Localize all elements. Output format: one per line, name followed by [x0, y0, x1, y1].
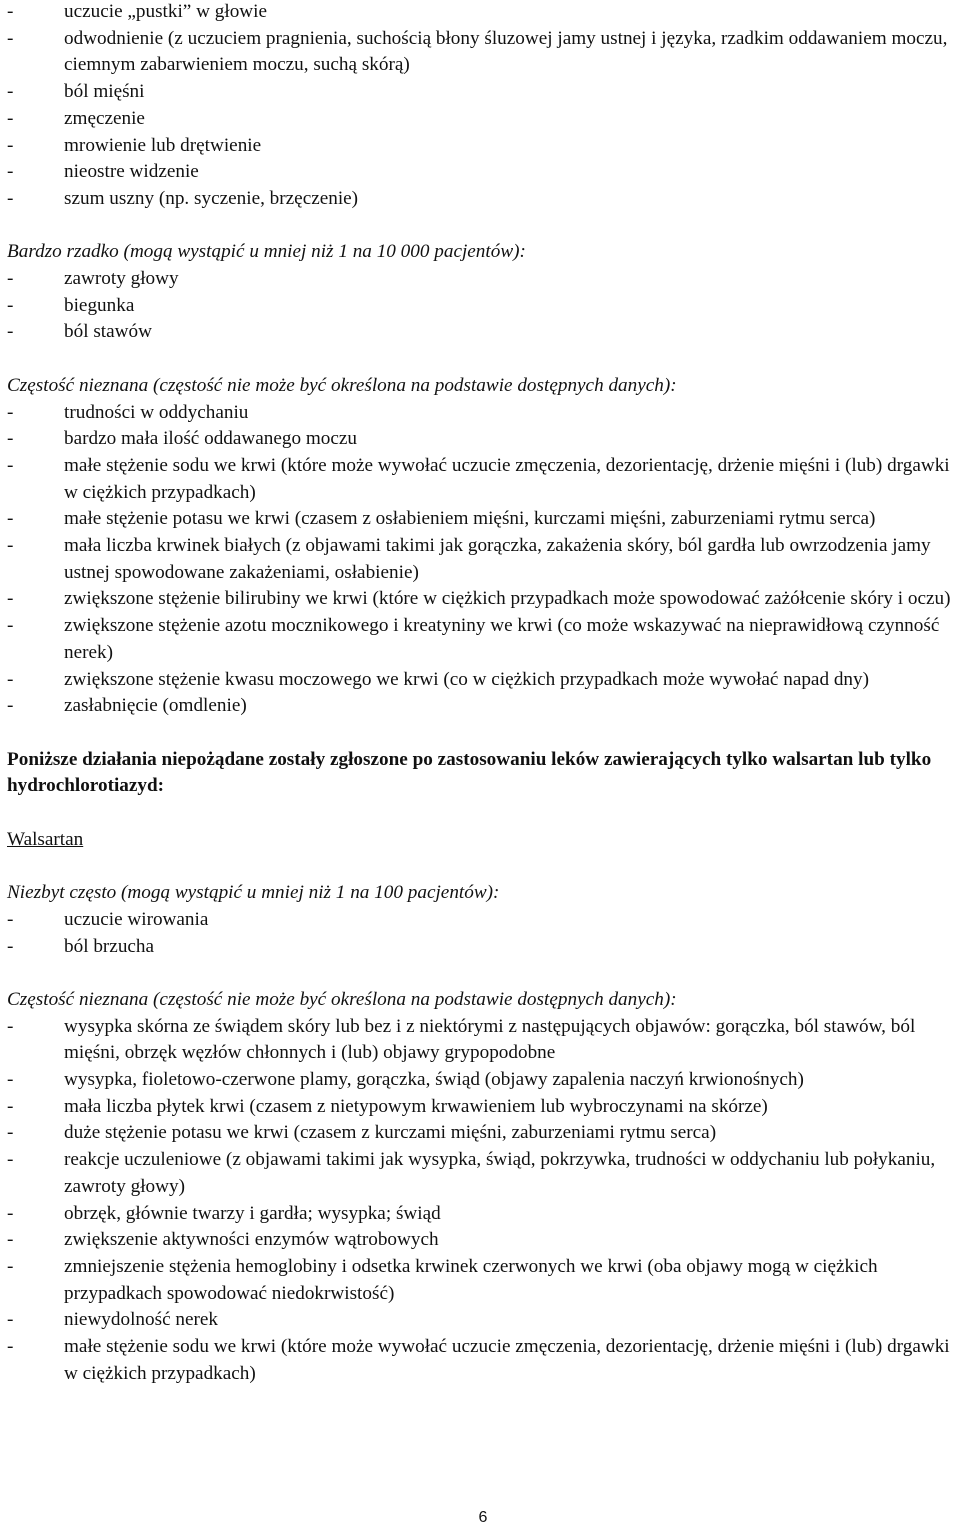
- frequency-unknown-list: [7, 400, 957, 720]
- list-item: - zwiększone stężenie bilirubiny we krwi (które w ciężkich przypadkach może spowodować zażółcenie skóry i oczu): [7, 586, 957, 613]
- list-item: - ból stawów: [7, 319, 957, 346]
- list-item: - wysypka skórna ze świądem skóry lub bez i z niektórymi z następujących objawów: gorączka, ból stawów, ból mięśni, obrzęk węzłów chłonnych i (lub) objawy grypopodobne: [7, 1014, 957, 1067]
- very-rare-heading: Bardzo rzadko (mogą wystąpić u mniej niż 1 na 10 000 pacjentów):: [7, 241, 526, 263]
- list-item: - obrzęk, głównie twarzy i gardła; wysypka; świąd: [7, 1201, 957, 1228]
- list-item: - odwodnienie (z uczuciem pragnienia, suchością błony śluzowej jamy ustnej i języka, rzadkim oddawaniem moczu, ciemnym zabarwieniem moczu, suchą skórą): [7, 26, 957, 79]
- walsartan-frequency-unknown-list: [7, 1014, 957, 1388]
- list-item: - nieostre widzenie: [7, 159, 957, 186]
- list-item: - małe stężenie sodu we krwi (które może wywołać uczucie zmęczenia, dezorientację, drżenie mięśni i (lub) drgawki w ciężkich przypadkach): [7, 453, 957, 506]
- list-item: - zwiększone stężenie azotu mocznikowego i kreatyniny we krwi (co może wskazywać na nieprawidłową czynność nerek): [7, 613, 957, 666]
- list-item: - trudności w oddychaniu: [7, 400, 957, 427]
- frequency-unknown-heading: Częstość nieznana (częstość nie może być określona na podstawie dostępnych danych):: [7, 374, 677, 396]
- symptom-list-top: [7, 0, 957, 213]
- list-item: - uczucie „pustki” w głowie: [7, 0, 957, 26]
- uncommon-heading: Niezbyt często (mogą wystąpić u mniej niż 1 na 100 pacjentów):: [7, 882, 500, 904]
- list-item: - mała liczba płytek krwi (czasem z nietypowym krwawieniem lub wybroczynami na skórze): [7, 1094, 957, 1121]
- list-item: - mała liczba krwinek białych (z objawami takimi jak gorączka, zakażenia skóry, ból gardła lub owrzodzenia jamy ustnej spowodowane zakażeniami, osłabienie): [7, 533, 957, 586]
- list-item: - uczucie wirowania: [7, 907, 957, 934]
- list-item: - mrowienie lub drętwienie: [7, 133, 957, 160]
- page-number: 6: [478, 1509, 488, 1526]
- list-item: - zawroty głowy: [7, 266, 957, 293]
- list-item: - zasłabnięcie (omdlenie): [7, 693, 957, 720]
- walsartan-frequency-unknown-heading: Częstość nieznana (częstość nie może być określona na podstawie dostępnych danych):: [7, 988, 677, 1010]
- very-rare-list: [7, 266, 957, 346]
- list-item: - ból brzucha: [7, 934, 957, 961]
- list-item: - szum uszny (np. syczenie, brzęczenie): [7, 186, 957, 213]
- list-item: - małe stężenie sodu we krwi (które może wywołać uczucie zmęczenia, dezorientację, drżenie mięśni i (lub) drgawki w ciężkich przypadkach): [7, 1334, 957, 1387]
- section-intro-paragraph: Poniższe działania niepożądane zostały zgłoszone po zastosowaniu leków zawierających tylko walsartan lub tylko hydrochlorotiazyd:: [7, 748, 932, 797]
- list-item: - małe stężenie potasu we krwi (czasem z osłabieniem mięśni, kurczami mięśni, zaburzeniami rytmu serca): [7, 506, 957, 533]
- list-item: - biegunka: [7, 293, 957, 320]
- document-page: [7, 0, 957, 1387]
- list-item: - zmęczenie: [7, 106, 957, 133]
- list-item: - niewydolność nerek: [7, 1307, 957, 1334]
- list-item: - zwiększenie aktywności enzymów wątrobowych: [7, 1227, 957, 1254]
- list-item: - zmniejszenie stężenia hemoglobiny i odsetka krwinek czerwonych we krwi (oba objawy mogą w ciężkich przypadkach spowodować niedokrwistość): [7, 1254, 957, 1307]
- walsartan-section-title: Walsartan: [7, 828, 84, 850]
- list-item: - ból mięśni: [7, 79, 957, 106]
- list-item: - bardzo mała ilość oddawanego moczu: [7, 426, 957, 453]
- list-item: - duże stężenie potasu we krwi (czasem z kurczami mięśni, zaburzeniami rytmu serca): [7, 1120, 957, 1147]
- list-item: - reakcje uczuleniowe (z objawami takimi jak wysypka, świąd, pokrzywka, trudności w oddychaniu lub połykaniu, zawroty głowy): [7, 1147, 957, 1200]
- uncommon-list: [7, 907, 957, 960]
- list-item: - zwiększone stężenie kwasu moczowego we krwi (co w ciężkich przypadkach może wywołać napad dny): [7, 667, 957, 694]
- list-item: - wysypka, fioletowo-czerwone plamy, gorączka, świąd (objawy zapalenia naczyń krwionośnych): [7, 1067, 957, 1094]
